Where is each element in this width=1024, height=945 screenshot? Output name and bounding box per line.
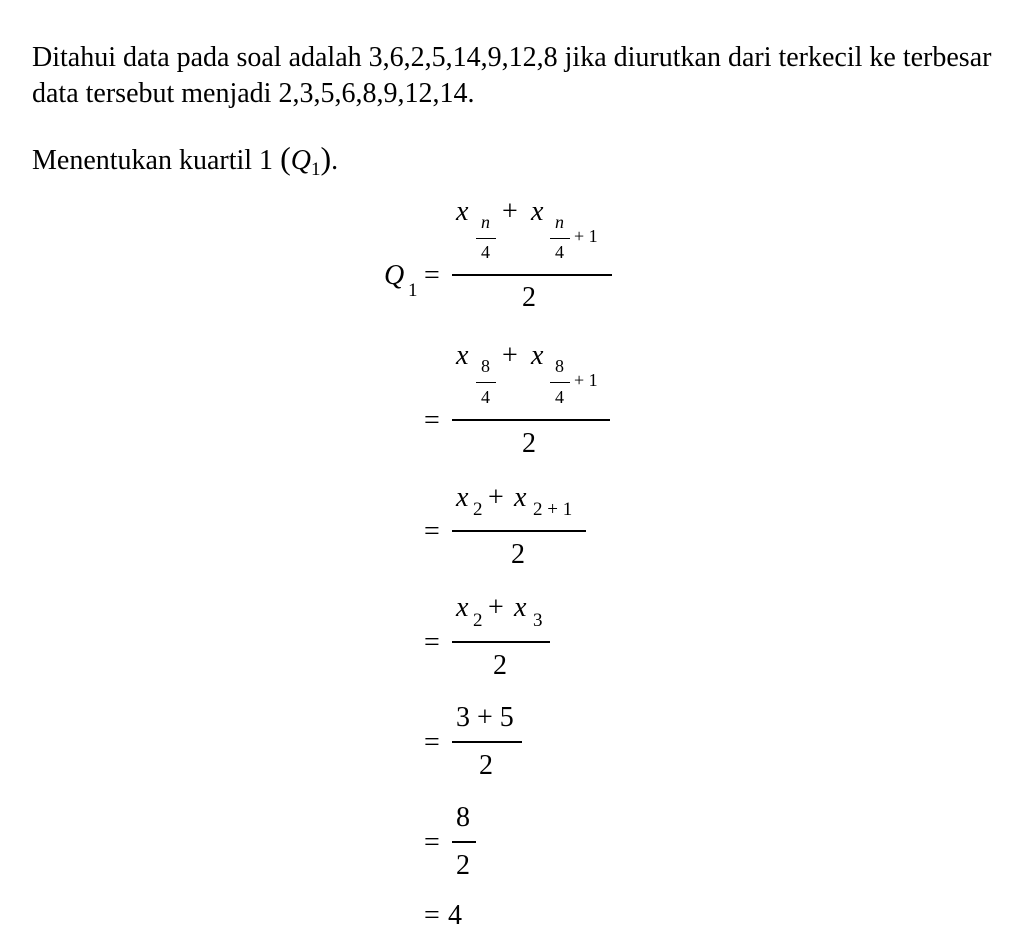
- fraction-bar: [452, 741, 522, 743]
- index-den-a: 4: [481, 387, 490, 407]
- plus-sign: +: [502, 340, 518, 371]
- denominator: 2: [511, 539, 525, 570]
- subscript-b: 3: [533, 610, 543, 631]
- plus-sign: +: [488, 592, 504, 623]
- index-den-a: 4: [481, 242, 490, 262]
- fraction-bar: [452, 419, 610, 421]
- x-term-b: x: [531, 196, 544, 227]
- quartile-heading-text: Menentukan kuartil 1: [32, 145, 274, 176]
- index-num-a: 8: [481, 356, 490, 376]
- equals-sign: =: [424, 516, 440, 547]
- x-term-b: x: [531, 340, 544, 371]
- equals-sign: =: [424, 405, 440, 436]
- denominator: 2: [522, 282, 536, 313]
- plus-sign: +: [488, 482, 504, 513]
- lhs-q: Q: [384, 260, 405, 291]
- fraction-bar: [452, 641, 550, 643]
- equals-sign: =: [424, 900, 440, 931]
- q-symbol: Q: [290, 145, 311, 176]
- index-bar-b: [550, 382, 570, 383]
- index-den-b: 4: [555, 387, 564, 407]
- denominator: 2: [479, 750, 493, 781]
- fraction-bar: [452, 274, 612, 276]
- numerator: 3 + 5: [456, 702, 514, 733]
- equals-sign: =: [424, 260, 440, 291]
- heading-period: .: [331, 145, 339, 176]
- equals-sign: =: [424, 727, 440, 758]
- index-num-a: n: [481, 212, 490, 232]
- q-subscript: 1: [310, 159, 321, 180]
- equals-sign: =: [424, 627, 440, 658]
- quartile-heading: Menentukan kuartil 1 $(Q_1)$.: [32, 140, 339, 180]
- x-term-a: x: [456, 482, 469, 513]
- index-plus-one: + 1: [574, 370, 598, 390]
- fraction-bar: [452, 530, 586, 532]
- index-num-b: 8: [555, 356, 564, 376]
- index-bar-a: [476, 382, 496, 383]
- x-term-a: x: [456, 196, 469, 227]
- index-bar-b: [550, 238, 570, 239]
- x-term-b: x: [514, 592, 527, 623]
- denominator: 2: [493, 650, 507, 681]
- x-term-a: x: [456, 592, 469, 623]
- result: 4: [448, 900, 462, 931]
- plus-sign: +: [502, 196, 518, 227]
- denominator: 2: [456, 850, 470, 881]
- index-bar-a: [476, 238, 496, 239]
- subscript-b: 2 + 1: [533, 499, 573, 520]
- equals-sign: =: [424, 827, 440, 858]
- numerator: 8: [456, 802, 470, 833]
- x-term-b: x: [514, 482, 527, 513]
- subscript-a: 2: [473, 499, 483, 520]
- index-num-b: n: [555, 212, 564, 232]
- denominator: 2: [522, 428, 536, 459]
- index-plus-one: + 1: [574, 226, 598, 246]
- fraction-bar: [452, 841, 476, 843]
- problem-statement: Ditahui data pada soal adalah 3,6,2,5,14,9,12,8 jika diurutkan dari terkecil ke terbesar data tersebut menjadi 2,3,5,6,8,9,12,14.: [32, 42, 992, 109]
- subscript-a: 2: [473, 610, 483, 631]
- index-den-b: 4: [555, 242, 564, 262]
- lhs-q-subscript: 1: [408, 280, 418, 301]
- x-term-a: x: [456, 340, 469, 371]
